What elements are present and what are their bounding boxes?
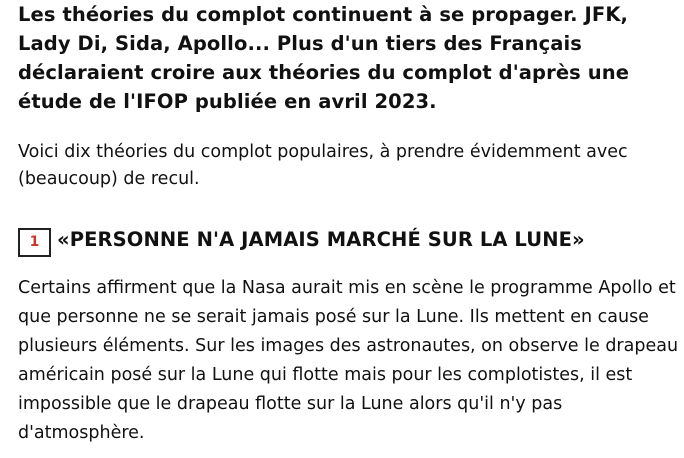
section-number-badge: 1 — [18, 228, 51, 257]
section-body: Certains affirment que la Nasa aurait mis en scène le programme Apollo et que personne ne se serait jamais posé sur la Lune. Ils mettent en cause plusieurs éléments. Sur les images des astronautes, on observe le drapeau américain posé sur la Lune qui flotte mais pour les complotistes, il est impossible que le drapeau flotte sur la Lune alors qu'il n'y pas d'atmosphère. — [18, 278, 679, 443]
article — [18, 0, 680, 448]
section-title: «PERSONNE N'A JAMAIS MARCHÉ SUR LA LUNE» — [57, 227, 585, 251]
article-lead: Les théories du complot continuent à se propager. JFK, Lady Di, Sida, Apollo... Plus d'un tiers des Français déclaraient croire aux théories du complot d'après une étude de l'IFOP publiée en avril 2023. — [18, 3, 630, 113]
section-heading — [18, 222, 680, 256]
article-intro: Voici dix théories du complot populaires, à prendre évidemment avec (beaucoup) de recul. — [18, 142, 628, 189]
